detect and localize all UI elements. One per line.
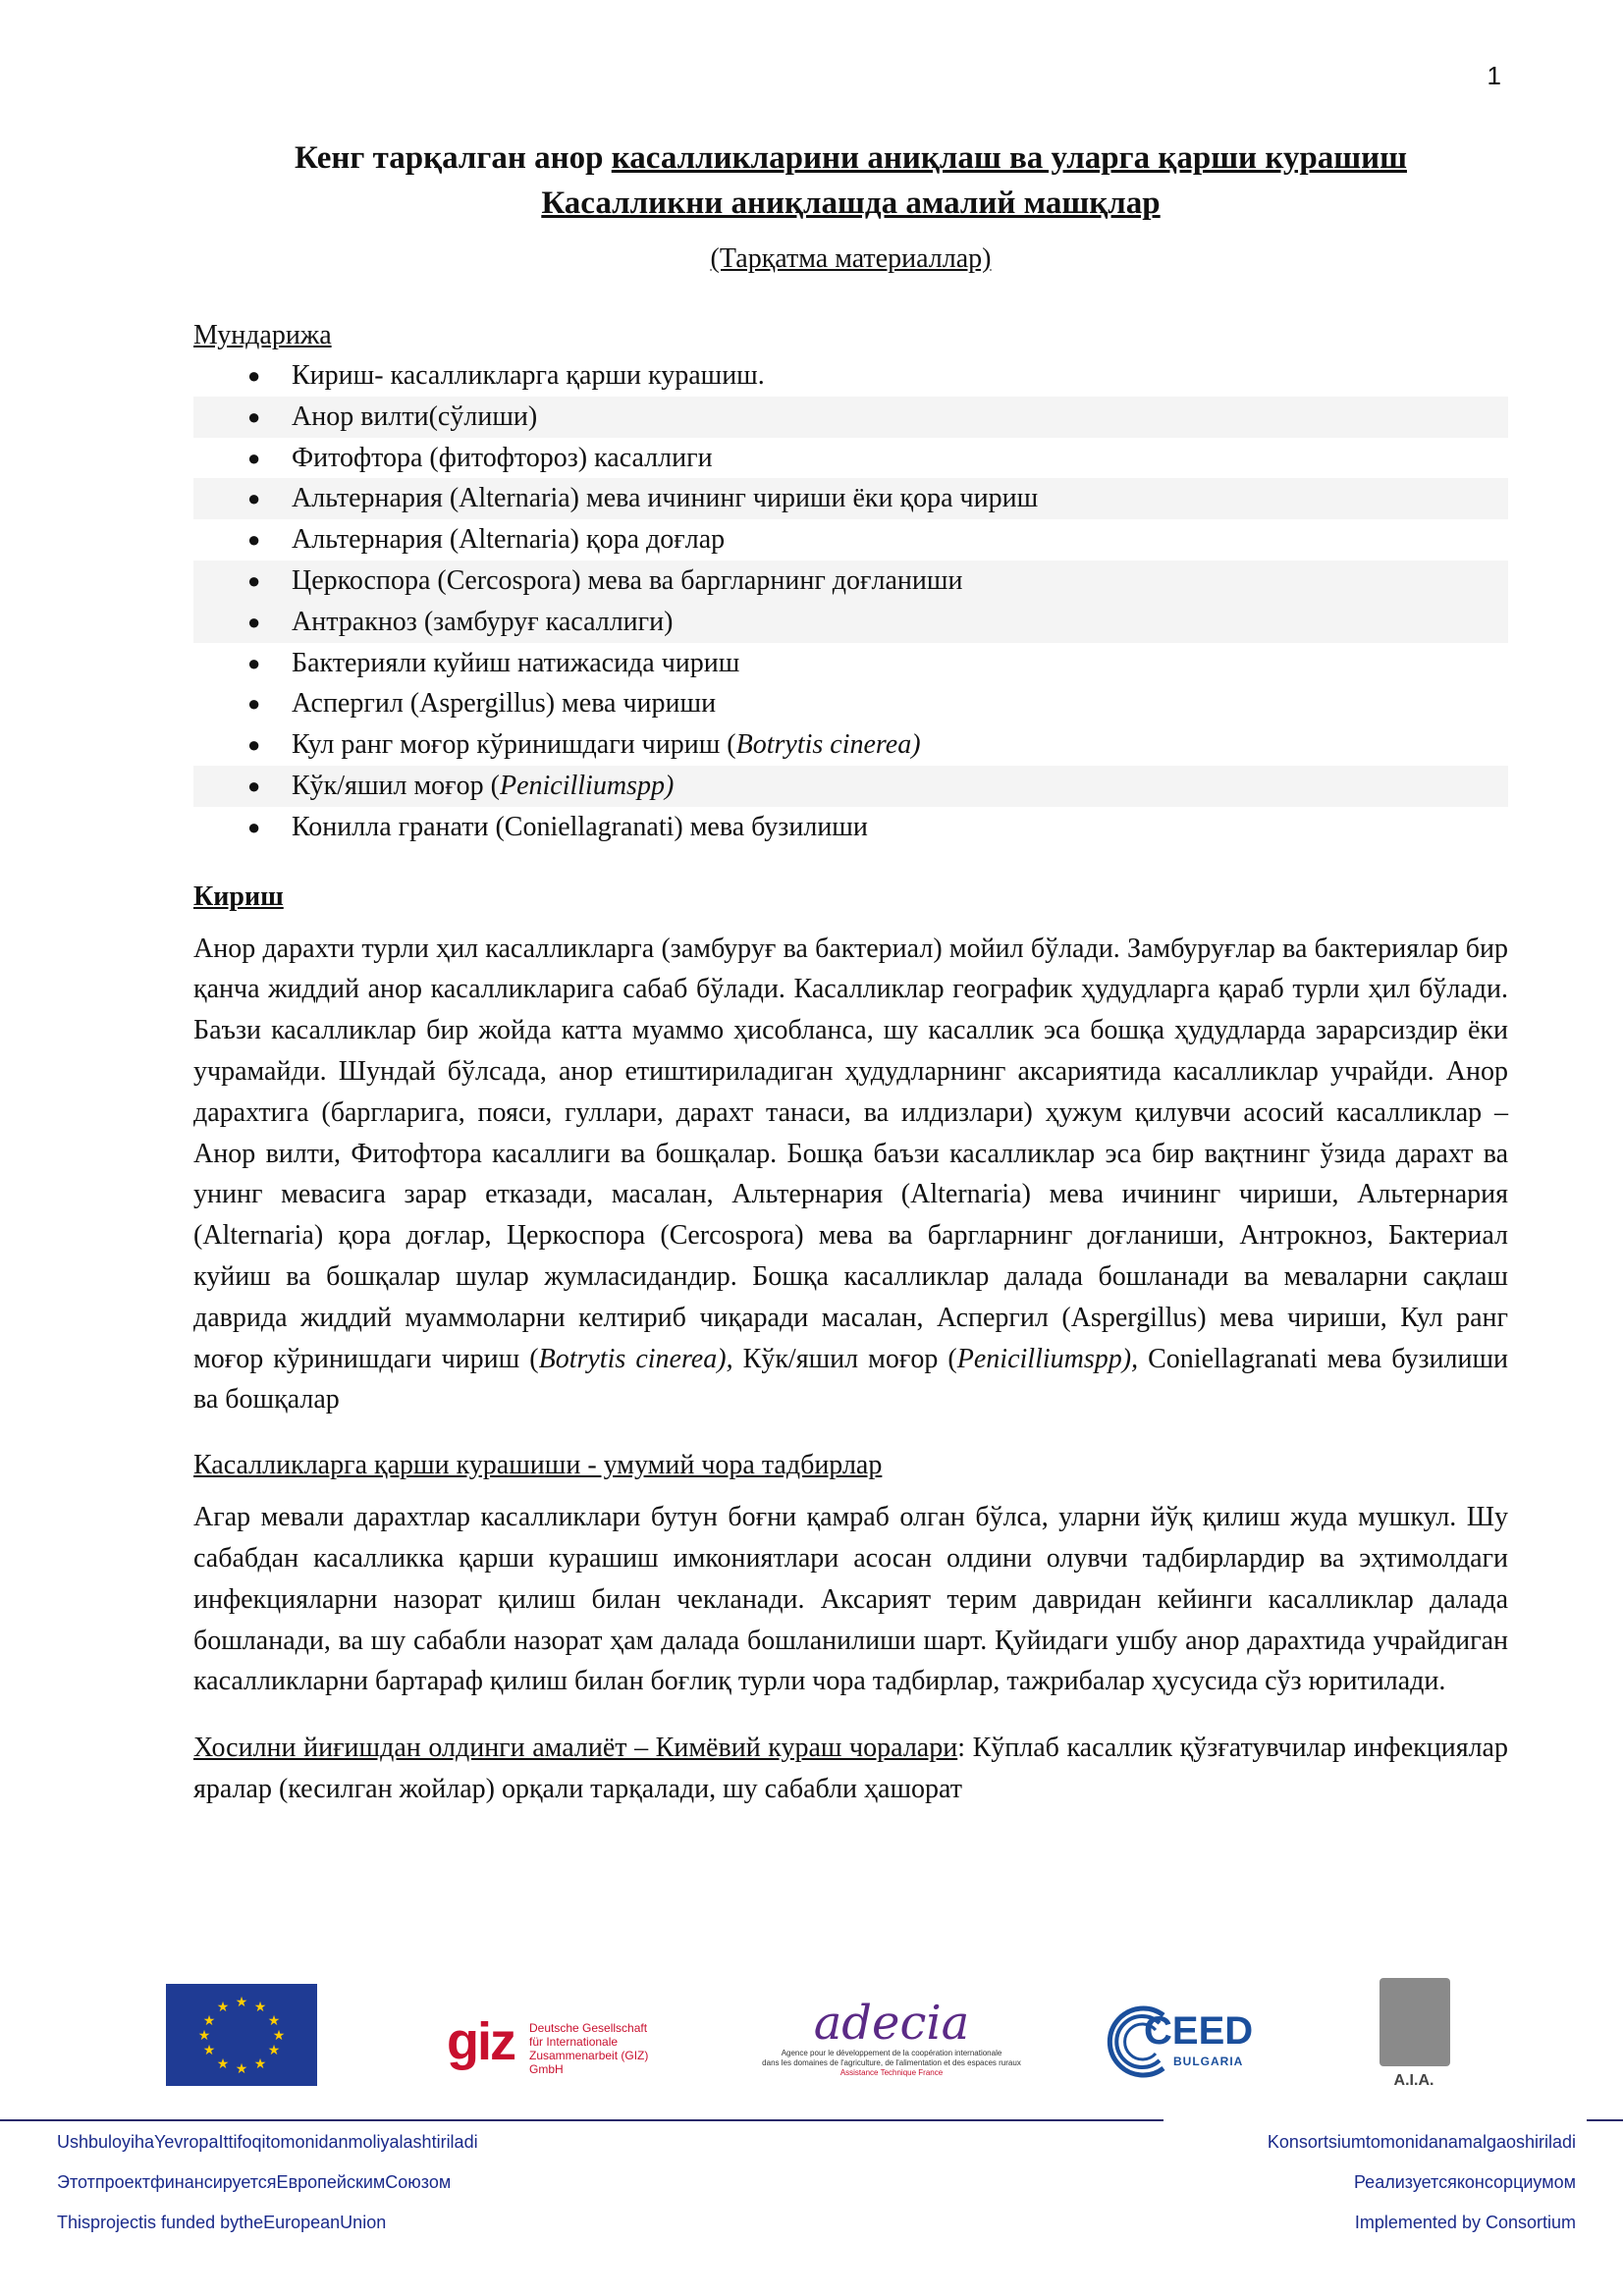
toc-heading: Мундарижа: [193, 320, 332, 350]
general-measures-paragraph: Агар мевали дарахтлар касалликлари бутун боғни қамраб олган бўлса, уларни йўқ қилиш жуда мушкул. Шу сабабдан касалликка қарши курашиш имкониятлари асосан олдини олувчи тадбирлардир ва эҳтимолдаги инфекцияларни назорат қилиш билан чекланади. Аксарият терим давридан кейинги касалликлар далада бошланади, ва шу сабабли назорат ҳам далада бошланилиши шарт. Қуйидаги ушбу анор дарахтида учрайдиган касалликларни бартараф қилиш билан боғлиқ турли чора тадбирлар, тажрибалар ҳусусида сўз юритилади.: [193, 1502, 1508, 1697]
toc-item: ● Конилла гранати (Coniellagranati) мева бузилиши: [193, 807, 1508, 848]
giz-logo: giz Deutsche Gesellschaft für Internationale Zusammenarbeit (GIZ) GmbH: [447, 2012, 649, 2076]
bullet-icon: ●: [247, 567, 261, 593]
footer-left-ru: ЭтотпроектфинансируетсяЕвропейскимСоюзом: [57, 2172, 452, 2192]
svg-text:★: ★: [216, 2056, 230, 2072]
aia-logo: A.I.A.: [1370, 1978, 1458, 2106]
bullet-icon: ●: [247, 486, 261, 511]
toc-item: ● Фитофтора (фитофтороз) касаллиги: [193, 438, 1508, 479]
preharvest-heading: Хосилни йиғишдан олдинги амалиёт – Кимёвий кураш чоралари: [193, 1733, 958, 1764]
svg-text:★: ★: [202, 2043, 216, 2058]
footer-divider: [1587, 2119, 1623, 2121]
bullet-icon: ●: [247, 363, 261, 388]
toc-item: ● Альтернария (Alternaria) қора доғлар: [193, 519, 1508, 561]
svg-text:★: ★: [197, 2028, 211, 2044]
toc-item: ● Кул ранг моғор кўринишдаги чириш (Botrytis cinerea): [193, 724, 1508, 766]
toc-item: ● Альтернария (Alternaria) мева ичининг чириши ёки қора чириш: [193, 478, 1508, 519]
title-line1-underlined: касалликларини аниқлаш ва уларга қарши курашиш: [611, 140, 1407, 176]
svg-text:★: ★: [253, 2000, 267, 2015]
svg-text:★: ★: [253, 2056, 267, 2072]
footer-right-ru: Реализуетсяконсорциумом: [1353, 2172, 1576, 2192]
svg-text:★: ★: [272, 2028, 286, 2044]
toc-item: ● Кириш- касалликларга қарши курашиш.: [193, 355, 1508, 397]
intro-heading: Кириш: [193, 881, 284, 912]
preharvest-paragraph: Хосилни йиғишдан олдинги амалиёт – Кимёвий кураш чоралари: Кўплаб касаллик қўзғатувчилар инфекциялар яралар (кесилган жойлар) орқали тарқалади, шу сабабли ҳашорат: [193, 1733, 1508, 1804]
bullet-icon: ●: [247, 527, 261, 553]
toc-item: ● Кўк/яшил моғор (Penicilliumspp): [193, 766, 1508, 807]
document-subtitle: (Тарқатма материаллар): [710, 243, 992, 274]
bullet-icon: ●: [247, 732, 261, 758]
toc-list: [193, 355, 1508, 848]
bullet-icon: ●: [247, 650, 261, 675]
title-line1-plain: Кенг тарқалган анор: [295, 140, 612, 176]
toc-item: ● Бактерияли куйиш натижасида чириш: [193, 643, 1508, 684]
toc-item: ● Церкоспора (Cercospora) мева ва баргларнинг доғланиши: [193, 561, 1508, 602]
bullet-icon: ●: [247, 691, 261, 717]
bullet-icon: ●: [247, 773, 261, 798]
general-measures-heading: Касалликларга қарши курашиши - умумий чора тадбирлар: [193, 1450, 883, 1481]
footer-left-uz: UshbuloyihaYevropaIttifoqitomonidanmoliyalashtiriladi: [57, 2132, 478, 2152]
aia-emblem-icon: [1380, 1978, 1450, 2066]
title-line2: Касалликни аниқлашда амалий машқлар: [541, 186, 1161, 221]
svg-text:★: ★: [216, 2000, 230, 2015]
ceed-bulgaria-logo: CEED BULGARIA: [1105, 1998, 1262, 2086]
document-body: [193, 135, 1508, 1810]
svg-text:★: ★: [235, 1995, 248, 2010]
bullet-icon: ●: [247, 445, 261, 470]
footer-right-en: Implemented by Consortium: [1354, 2213, 1576, 2232]
svg-text:★: ★: [235, 2061, 248, 2077]
page-number: 1: [1487, 61, 1501, 90]
bullet-icon: ●: [247, 403, 261, 429]
bullet-icon: ●: [247, 814, 261, 839]
footer-right-uz: Konsortsiumtomonidanamalgaoshiriladi: [1267, 2132, 1576, 2152]
toc-item: ● Аспергил (Aspergillus) мева чириши: [193, 683, 1508, 724]
toc-item: ● Анор вилти(сўлиши): [193, 397, 1508, 438]
footer-left-en: Thisprojectis funded bytheEuropeanUnion: [57, 2213, 387, 2232]
document-title: [193, 135, 1508, 226]
svg-text:★: ★: [202, 2013, 216, 2029]
adecia-logo: adecia Agence pour le développement de la coopération internationale dans les domaines de l'agriculture, de l'alimentation et des espaces ruraux Assistance Technique France: [762, 1996, 1021, 2077]
svg-text:★: ★: [267, 2013, 281, 2029]
intro-paragraph: Анор дарахти турли ҳил касалликларга (замбуруғ ва бактериал) мойил бўлади. Замбуруғлар ва бактериялар бир қанча жиддий анор касалликларига сабаб бўлади. Касалликлар географик ҳудудларга қараб турли ҳил бўлади. Баъзи касалликлар бир жойда катта муаммо ҳисобланса, шу касаллик эса бошқа ҳудудларда зарарсиздир ёки учрамайди. Шундай бўлсада, анор етиштириладиган ҳудудларнинг аксариятида касалликлар учрайди. Анор дарахтига (баргларига, пояси, гуллари, дарахт танаси, ва илдизлари) ҳужум қилувчи асосий касалликлар – Анор вилти, Фитофтора касаллиги ва бошқалар. Бошқа баъзи касалликлар эса бир вақтнинг ўзида дарахт ва унинг мевасига зарар етказади, масалан, Альтернария (Alternaria) мева ичининг чириши, Альтернария (Alternaria) қора доғлар, Церкоспора (Cercospora) мева ва баргларнинг доғланиши, Антрокноз, Бактериал куйиш ва бошқалар шулар жумласидандир. Бошқа касалликлар далада бошланади ва меваларни сақлаш даврида жиддий муаммоларни келтириб чиқаради масалан, Аспергил (Aspergillus) мева чириши, Кул ранг моғор кўринишдаги чириш (Botrytis cinerea), Кўк/яшил моғор (Penicilliumspp), Coniellagranati мева бузилиши ва бошқалар: [193, 933, 1509, 1415]
bullet-icon: ●: [247, 609, 261, 634]
svg-text:★: ★: [267, 2043, 281, 2058]
toc-item: ● Антракноз (замбуруғ касаллиги): [193, 602, 1508, 643]
eu-flag-icon: [166, 1984, 317, 2086]
partner-logos: [0, 1978, 1623, 2115]
footer-divider: [0, 2119, 1163, 2121]
